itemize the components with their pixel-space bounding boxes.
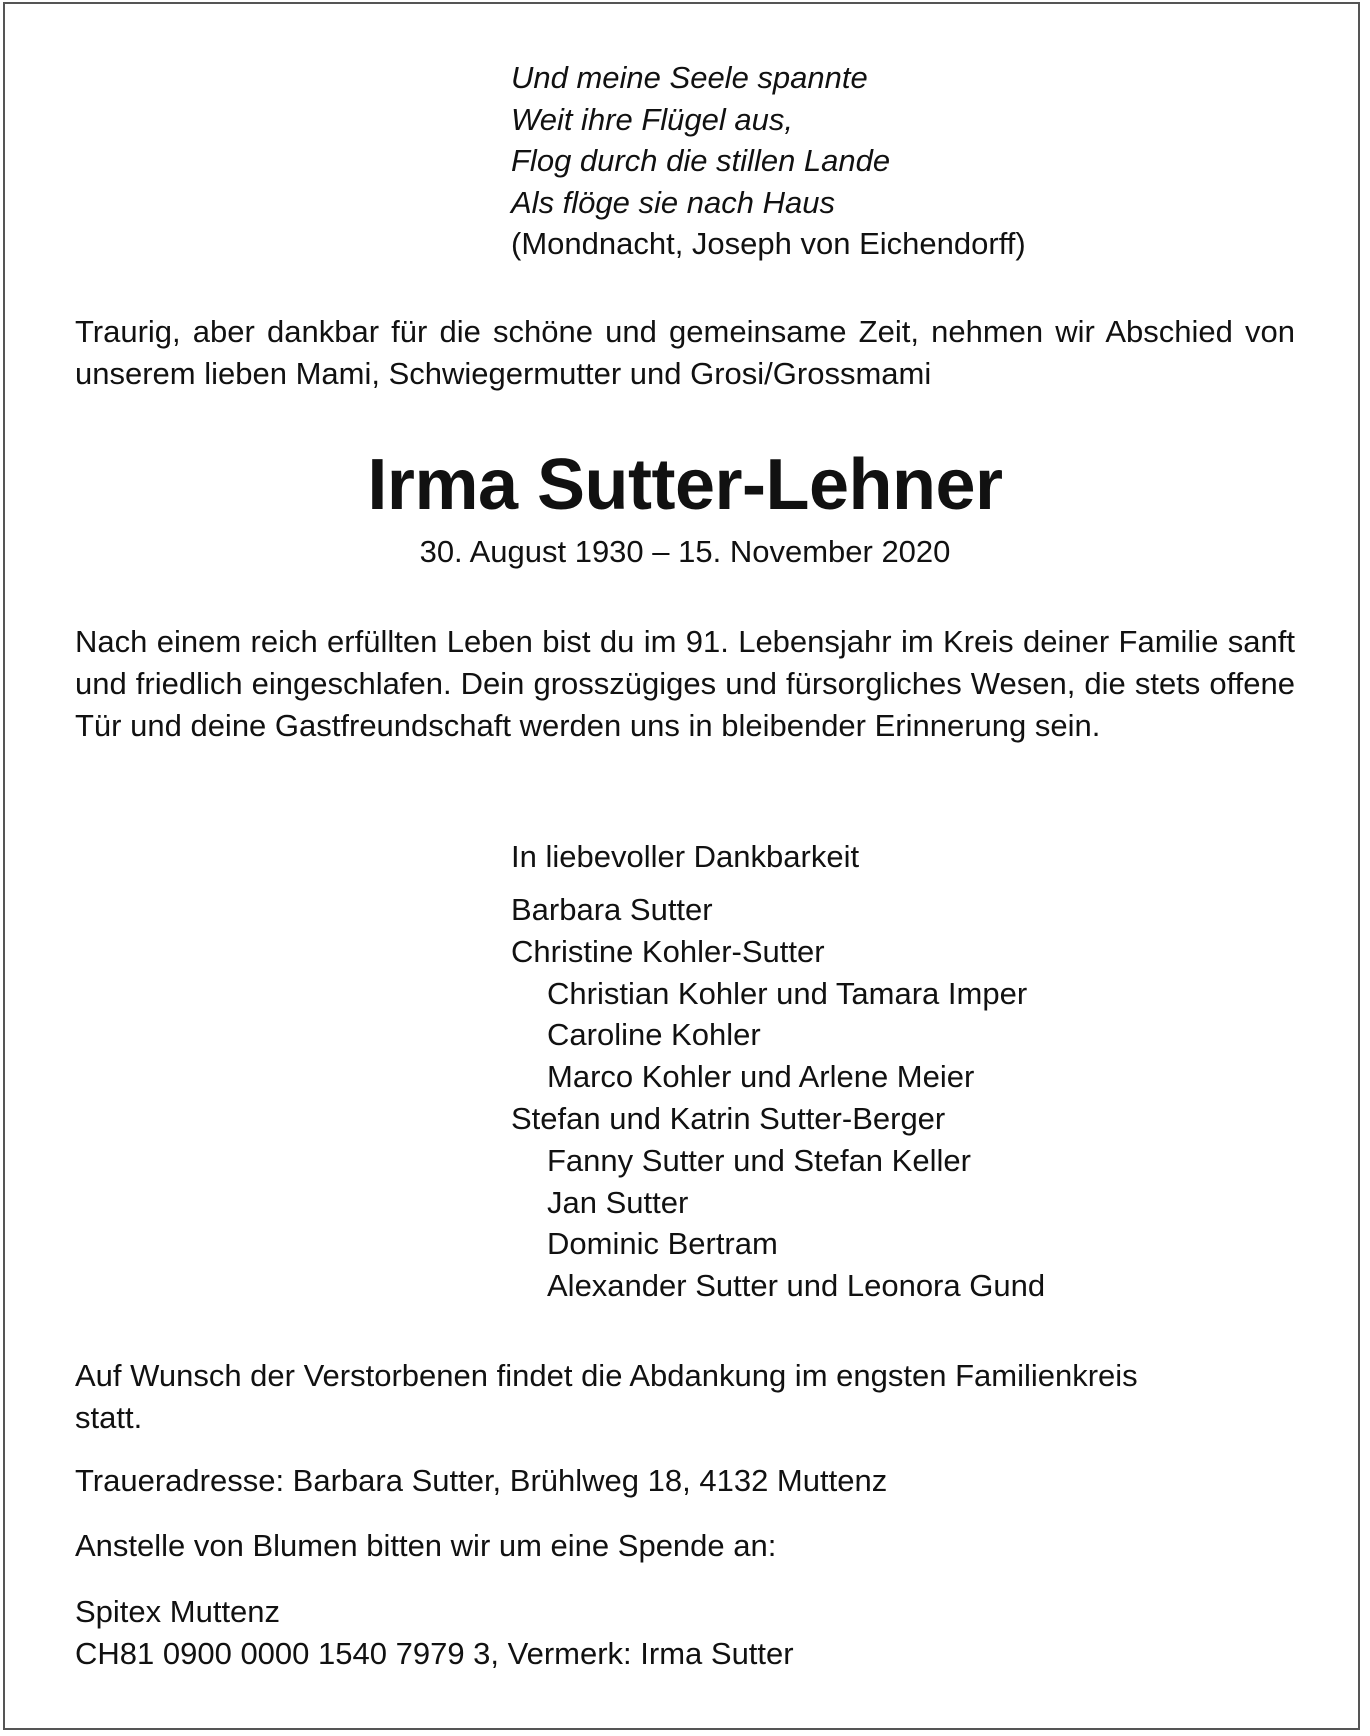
poem-line: Und meine Seele spannte (511, 60, 868, 95)
family-member: Alexander Sutter und Leonora Gund (547, 1268, 1046, 1304)
poem-line: Flog durch die stillen Lande (511, 143, 891, 178)
family-member: Barbara Sutter (511, 892, 713, 927)
donation-account: CH81 0900 0000 1540 7979 3, Vermerk: Irma Sutter (75, 1636, 794, 1671)
poem-line: Als flöge sie nach Haus (511, 184, 835, 220)
closing-line: In liebevoller Dankbarkeit (511, 839, 860, 874)
family-member: Jan Sutter (547, 1184, 689, 1220)
family-member: Christine Kohler-Sutter (511, 933, 825, 969)
deceased-name: Irma Sutter-Lehner (367, 445, 1003, 525)
family-list (511, 889, 1045, 1307)
poem-source: (Mondnacht, Joseph von Eichendorff) (511, 226, 1026, 261)
life-dates: 30. August 1930 – 15. November 2020 (419, 534, 951, 569)
family-member: Fanny Sutter und Stefan Keller (547, 1142, 971, 1178)
family-member: Marco Kohler und Arlene Meier (547, 1059, 975, 1095)
family-member: Stefan und Katrin Sutter-Berger (511, 1100, 946, 1136)
family-member: Caroline Kohler (547, 1017, 761, 1053)
intro-paragraph: Traurig, aber dankbar für die schöne und gemeinsame Zeit, nehmen wir Abschied von unserem lieben Mami, Schwiegermutter und Grosi/Grossmami (75, 314, 1295, 391)
ceremony-note-line1: Auf Wunsch der Verstorbenen findet die Abdankung im engsten Familienkreis (75, 1358, 1138, 1393)
tribute-paragraph: Nach einem reich erfüllten Leben bist du im 91. Lebensjahr im Kreis deiner Familie sanft und friedlich eingeschlafen. Dein grosszügiges und fürsorgliches Wesen, die stets offene Tür und deine Gastfreundschaft werden uns in bleibender Erinnerung sein. (75, 624, 1295, 743)
ceremony-note-line2: statt. (75, 1400, 143, 1435)
donation-recipient: Spitex Muttenz (75, 1594, 281, 1629)
family-member: Dominic Bertram (547, 1226, 778, 1262)
family-member: Christian Kohler und Tamara Imper (547, 975, 1028, 1011)
donation-request: Anstelle von Blumen bitten wir um eine Spende an: (75, 1528, 777, 1563)
poem-line: Weit ihre Flügel aus, (511, 101, 793, 137)
mourning-address: Traueradresse: Barbara Sutter, Brühlweg 18, 4132 Muttenz (75, 1463, 888, 1498)
poem (511, 57, 1026, 265)
